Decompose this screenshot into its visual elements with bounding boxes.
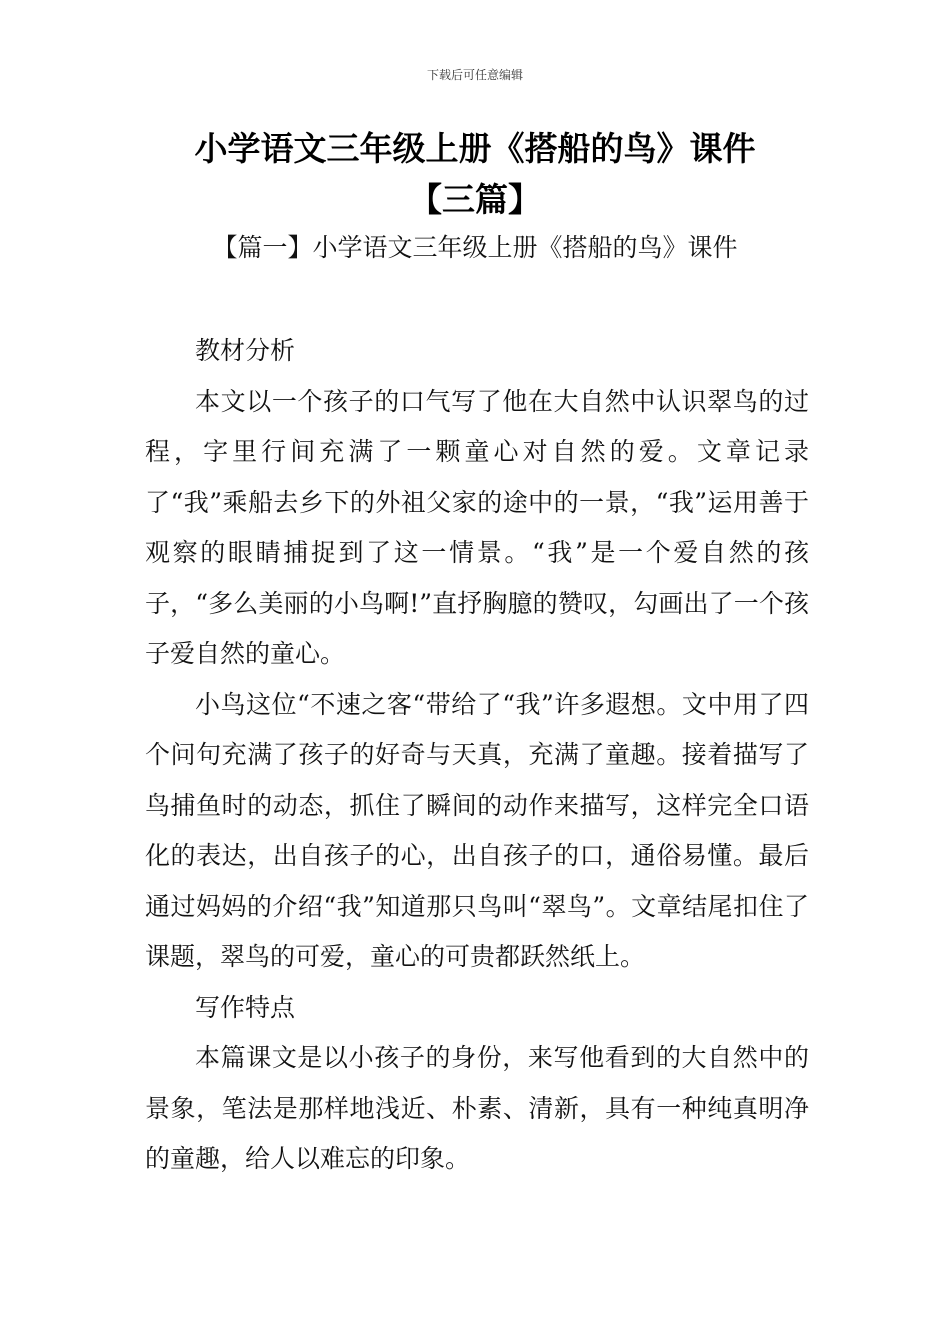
document-body <box>145 326 809 1185</box>
document-title-line-2: 【三篇】 <box>409 180 541 219</box>
paragraph-analysis-2: 小鸟这位“不速之客“带给了“我”许多遐想。文中用了四个问句充满了孩子的好奇与天真，充满了童趣。接着描写了鸟捕鱼时的动态，抓住了瞬间的动作来描写，这样完全口语化的表达，出自孩子的心，出自孩子的口，通俗易懂。最后通过妈妈的介绍“我”知道那只鸟叫“翠鸟”。文章结尾扣住了课题，翠鸟的可爱，童心的可贵都跃然纸上。 <box>145 689 809 971</box>
heading-writing-features: 写作特点 <box>195 992 296 1022</box>
page-header-note: 下载后可任意编辑 <box>426 68 523 82</box>
paragraph-writing-features: 本篇课文是以小孩子的身份，来写他看到的大自然中的景象，笔法是那样地浅近、朴素、清新，具有一种纯真明净的童趣，给人以难忘的印象。 <box>145 1043 809 1173</box>
document-title-line-1: 小学语文三年级上册《搭船的鸟》课件 <box>194 129 756 168</box>
section-title: 【篇一】小学语文三年级上册《搭船的鸟》课件 <box>212 233 738 262</box>
heading-textbook-analysis: 教材分析 <box>195 336 296 365</box>
paragraph-analysis-1: 本文以一个孩子的口气写了他在大自然中认识翠鸟的过程，字里行间充满了一颗童心对自然的爱。文章记录了“我”乘船去乡下的外祖父家的途中的一景，“我”运用善于观察的眼睛捕捉到了这一情景。“我”是一个爱自然的孩子，“多么美丽的小鸟啊!”直抒胸臆的赞叹，勾画出了一个孩子爱自然的童心。 <box>145 386 809 668</box>
